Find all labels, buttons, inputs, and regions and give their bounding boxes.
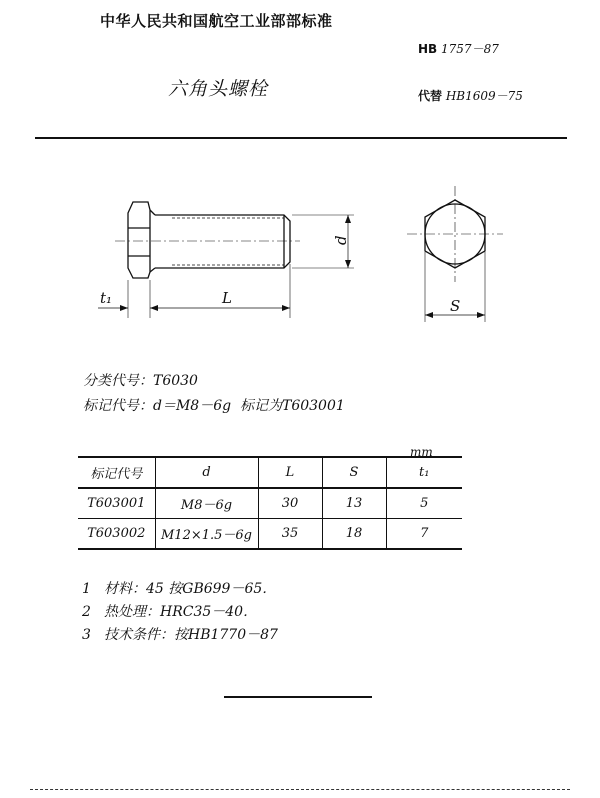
cell-t1: 5 [386,488,462,519]
spec-table [78,456,462,550]
standard-prefix: HB [418,42,438,56]
note-number: 2 [82,604,91,620]
replaces-number: HB1609－75 [445,89,523,103]
dim-L-label: L [222,289,232,307]
cell-marking-code: T603002 [78,519,155,550]
cell-marking-code: T603001 [78,488,155,519]
note-item [82,578,276,598]
classification-value: T6030 [153,373,198,389]
header-d: d [155,457,258,488]
replaces-label: 代替 [418,89,443,103]
table-row [78,488,462,519]
classification-label: 分类代号： [83,373,153,389]
standard-number-value: 1757－87 [441,42,499,56]
end-rule [224,696,372,698]
header-S: S [322,457,386,488]
bolt-drawing [0,150,600,325]
footer-rule [30,789,570,791]
note-text: 热处理：HRC35－40． [104,604,258,620]
marking-code [83,395,345,415]
dim-d-label: d [332,235,350,245]
cell-L: 35 [258,519,322,550]
table-unit: mm [410,445,433,459]
dim-t1-label: t₁ [100,289,113,307]
table-row [78,519,462,550]
note-item [82,624,278,644]
dim-S-label: S [450,297,461,315]
cell-S: 18 [322,519,386,550]
header-marking-code: 标记代号 [78,457,155,488]
note-number: 3 [82,627,91,643]
bolt-head-side [128,202,150,278]
issuing-organization: 中华人民共和国航空工业部部标准 [100,12,333,30]
note-number: 1 [82,581,91,597]
marking-suffix-value: T603001 [281,398,345,414]
standard-number [418,40,499,57]
header-rule [35,137,567,139]
cell-d: M12×1.5－6g [155,519,258,550]
table-header-row [78,457,462,488]
cell-L: 30 [258,488,322,519]
cell-d: M8－6g [155,488,258,519]
note-text: 材料：45 按GB699－65． [104,581,277,597]
bolt-shank [155,215,290,268]
header-L: L [258,457,322,488]
marking-suffix-label: 标记为 [239,398,282,414]
replaces-standard [418,87,523,104]
cell-S: 13 [322,488,386,519]
cell-t1: 7 [386,519,462,550]
note-text: 技术条件：按HB1770－87 [104,627,278,643]
header-t1: t₁ [386,457,462,488]
document-title: 六角头螺栓 [168,78,269,100]
note-item [82,601,257,621]
marking-example: d＝M8－6g [153,398,232,414]
marking-label: 标记代号： [83,398,153,414]
classification-code [83,370,198,390]
